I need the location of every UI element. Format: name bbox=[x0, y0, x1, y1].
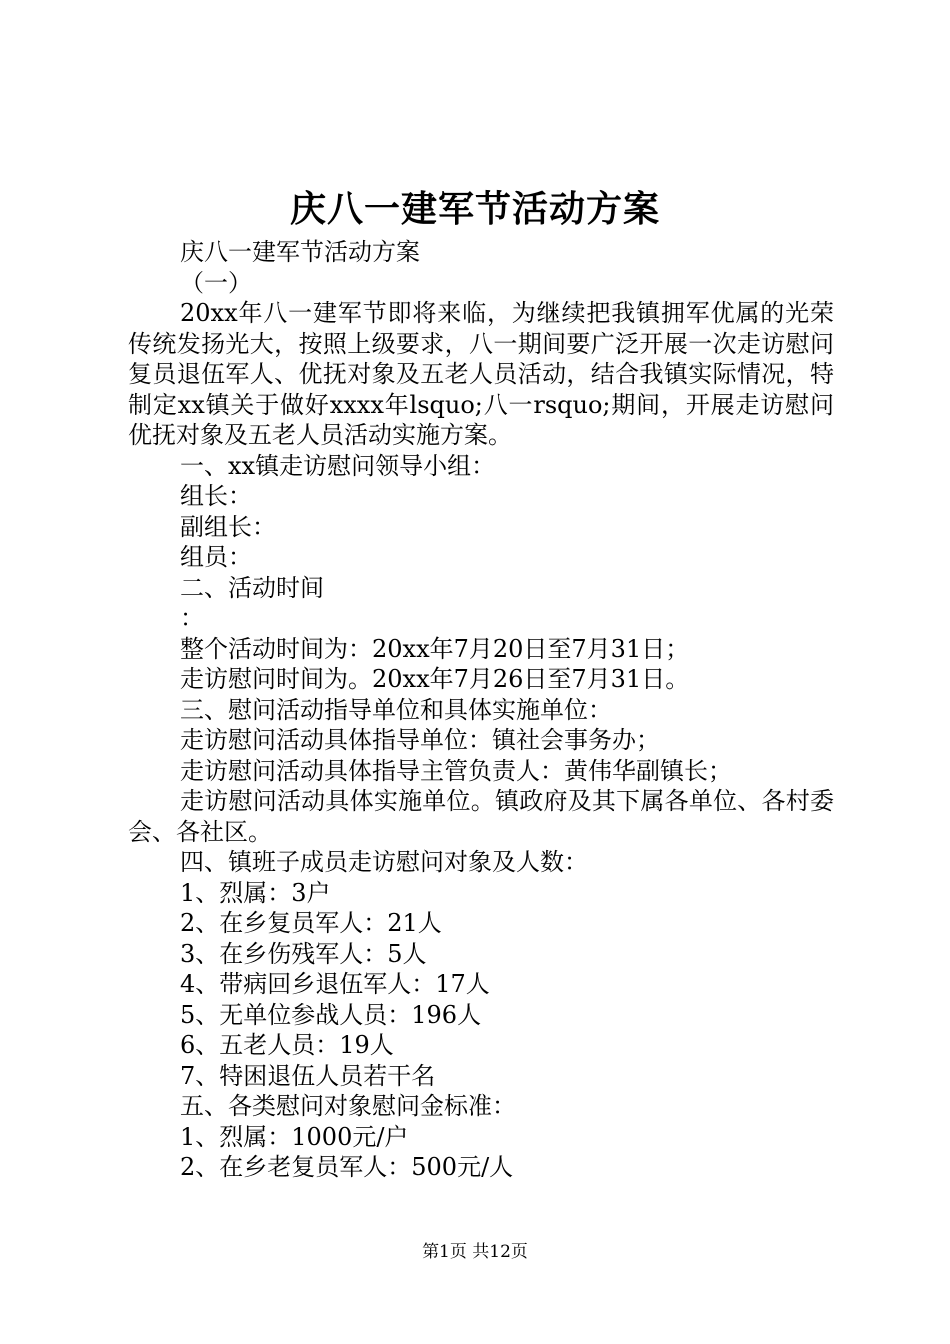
list-item-target-1: 1、烈属：3户 bbox=[180, 878, 331, 907]
paragraph-implementing-units: 走访慰问活动具体实施单位。镇政府及其下属各单位、各村委会、各社区。 bbox=[128, 787, 834, 846]
paragraph-heading-leadership: 一、xx镇走访慰问领导小组： bbox=[180, 451, 496, 480]
paragraph-heading-units: 三、慰问活动指导单位和具体实施单位： bbox=[180, 695, 612, 724]
document-body bbox=[128, 237, 834, 1183]
list-item-target-6: 6、五老人员：19人 bbox=[180, 1031, 394, 1059]
document-title: 庆八一建军节活动方案 bbox=[289, 188, 660, 230]
paragraph-responsible-person: 走访慰问活动具体指导主管负责人：黄伟华副镇长； bbox=[180, 756, 732, 785]
paragraph-visit-time: 走访慰问时间为。20xx年7月26日至7月31日。 bbox=[180, 665, 690, 693]
list-item-target-5: 5、无单位参战人员：196人 bbox=[180, 1000, 482, 1029]
paragraph-heading-targets: 四、镇班子成员走访慰问对象及人数： bbox=[180, 848, 588, 876]
paragraph-leader: 组长： bbox=[180, 482, 252, 510]
paragraph-overall-time: 整个活动时间为：20xx年7月20日至7月31日； bbox=[180, 634, 690, 663]
list-item-target-7: 7、特困退伍人员若干名 bbox=[180, 1061, 436, 1090]
paragraph-heading-standards: 五、各类慰问对象慰问金标准： bbox=[180, 1092, 516, 1120]
list-item-standard-2: 2、在乡老复员军人：500元/人 bbox=[180, 1153, 514, 1181]
list-item-target-3: 3、在乡伤残军人：5人 bbox=[180, 939, 427, 968]
list-item-target-2: 2、在乡复员军人：21人 bbox=[180, 909, 442, 937]
page-footer: 第1页 共12页 bbox=[422, 1242, 528, 1262]
paragraph-intro: 20xx年八一建军节即将来临，为继续把我镇拥军优属的光荣传统发扬光大，按照上级要求，八一期间要广泛开展一次走访慰问复员退伍军人、优抚对象及五老人员活动，结合我镇实际情况，特制定xx镇关于做好xxxx年lsquo;八一rsquo;期间，开展走访慰问优抚对象及五老人员活动实施方案。 bbox=[128, 299, 834, 449]
list-item-standard-1: 1、烈属：1000元/户 bbox=[180, 1122, 409, 1151]
list-item-target-4: 4、带病回乡退伍军人：17人 bbox=[180, 970, 490, 998]
paragraph-section-number: （一） bbox=[180, 268, 252, 297]
paragraph-deputy-leader: 副组长： bbox=[180, 512, 276, 541]
paragraph-colon: ： bbox=[180, 604, 204, 632]
paragraph-members: 组员： bbox=[180, 543, 252, 571]
paragraph-subtitle: 庆八一建军节活动方案 bbox=[180, 238, 420, 266]
paragraph-guiding-unit: 走访慰问活动具体指导单位：镇社会事务办； bbox=[180, 726, 660, 754]
paragraph-heading-time: 二、活动时间 bbox=[180, 573, 324, 602]
